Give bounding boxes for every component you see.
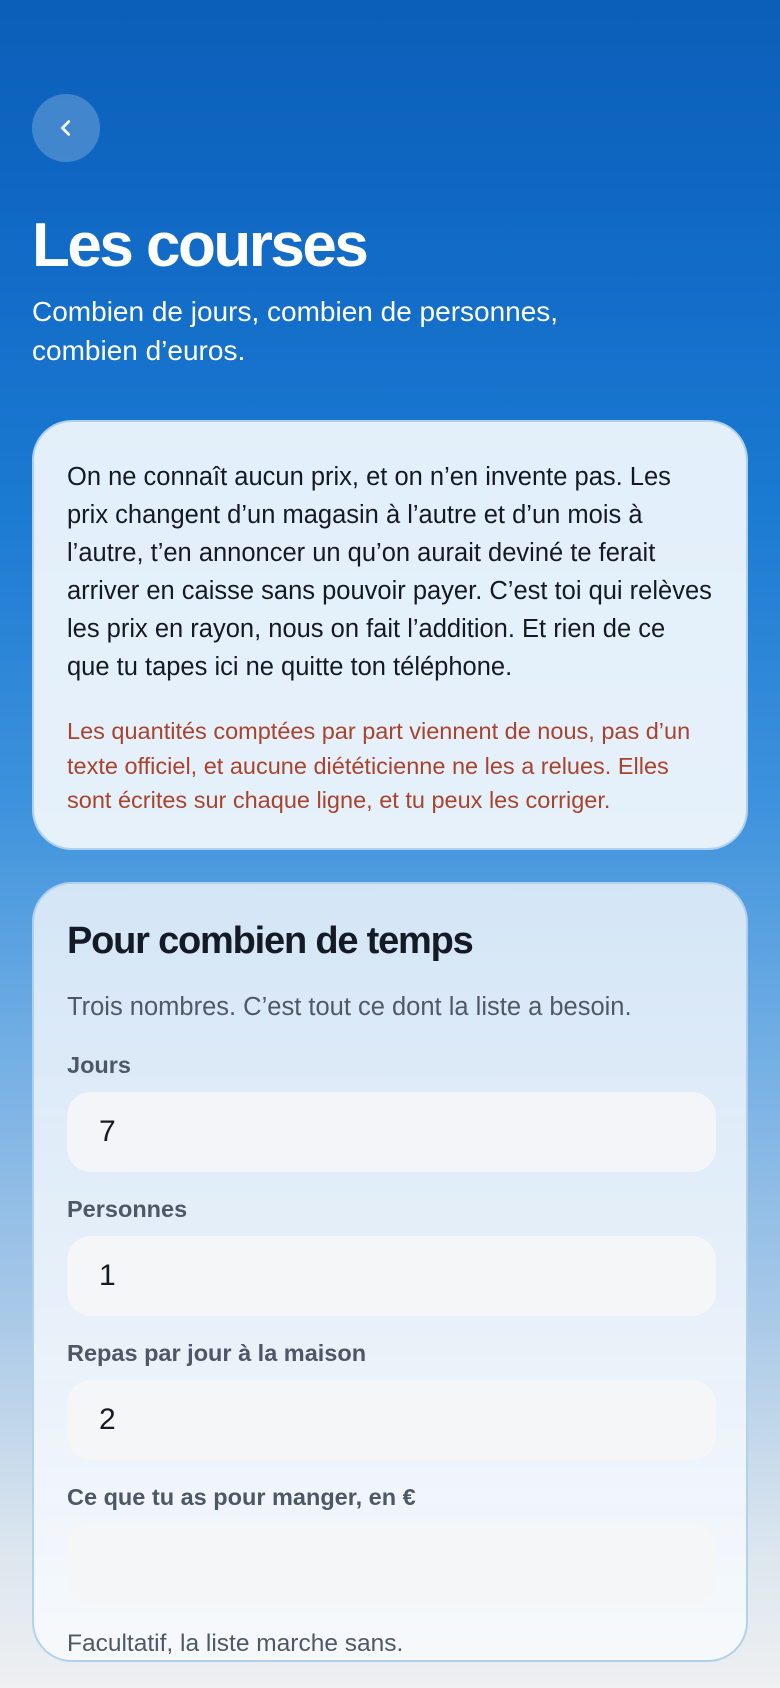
budget-label: Ce que tu as pour manger, en € [67,1484,416,1510]
notice-card [32,420,748,850]
days-label: Jours [67,1052,131,1078]
page-subtitle: Combien de jours, combien de personnes, combien d’euros. [32,296,559,366]
notice-text: On ne connaît aucun prix, et on n’en invente pas. Les prix changent d’un magasin à l’autre et d’un mois à l’autre, t’en annoncer un qu’on aurait deviné te ferait arriver en caisse sans pouvoir payer. C’est toi qui relèves les prix en rayon, nous on fait l’addition. Et rien de ce que tu tapes ici ne quitte ton téléphone. [67,463,712,681]
budget-hint: Facultatif, la liste marche sans. [67,1630,404,1657]
days-input[interactable] [67,1092,716,1172]
days-field [67,1050,714,1172]
meals-field [67,1338,714,1460]
people-input[interactable] [67,1236,716,1316]
section-description: Trois nombres. C’est tout ce dont la liste a besoin. [67,993,632,1021]
meals-input[interactable] [67,1380,716,1460]
notice-warning: Les quantités comptées par part viennent de nous, pas d’un texte officiel, et aucune diététicienne ne les a relues. Elles sont écrites sur chaque ligne, et tu peux les corriger. [67,718,691,813]
section-title: Pour combien de temps [67,920,473,962]
duration-card [32,882,748,1662]
people-field [67,1194,714,1316]
people-label: Personnes [67,1196,188,1222]
chevron-left-icon [55,117,77,139]
budget-field [67,1482,714,1604]
back-button[interactable] [32,94,100,162]
page-title: Les courses [32,211,367,280]
meals-label: Repas par jour à la maison [67,1340,367,1366]
budget-input[interactable] [67,1524,716,1604]
